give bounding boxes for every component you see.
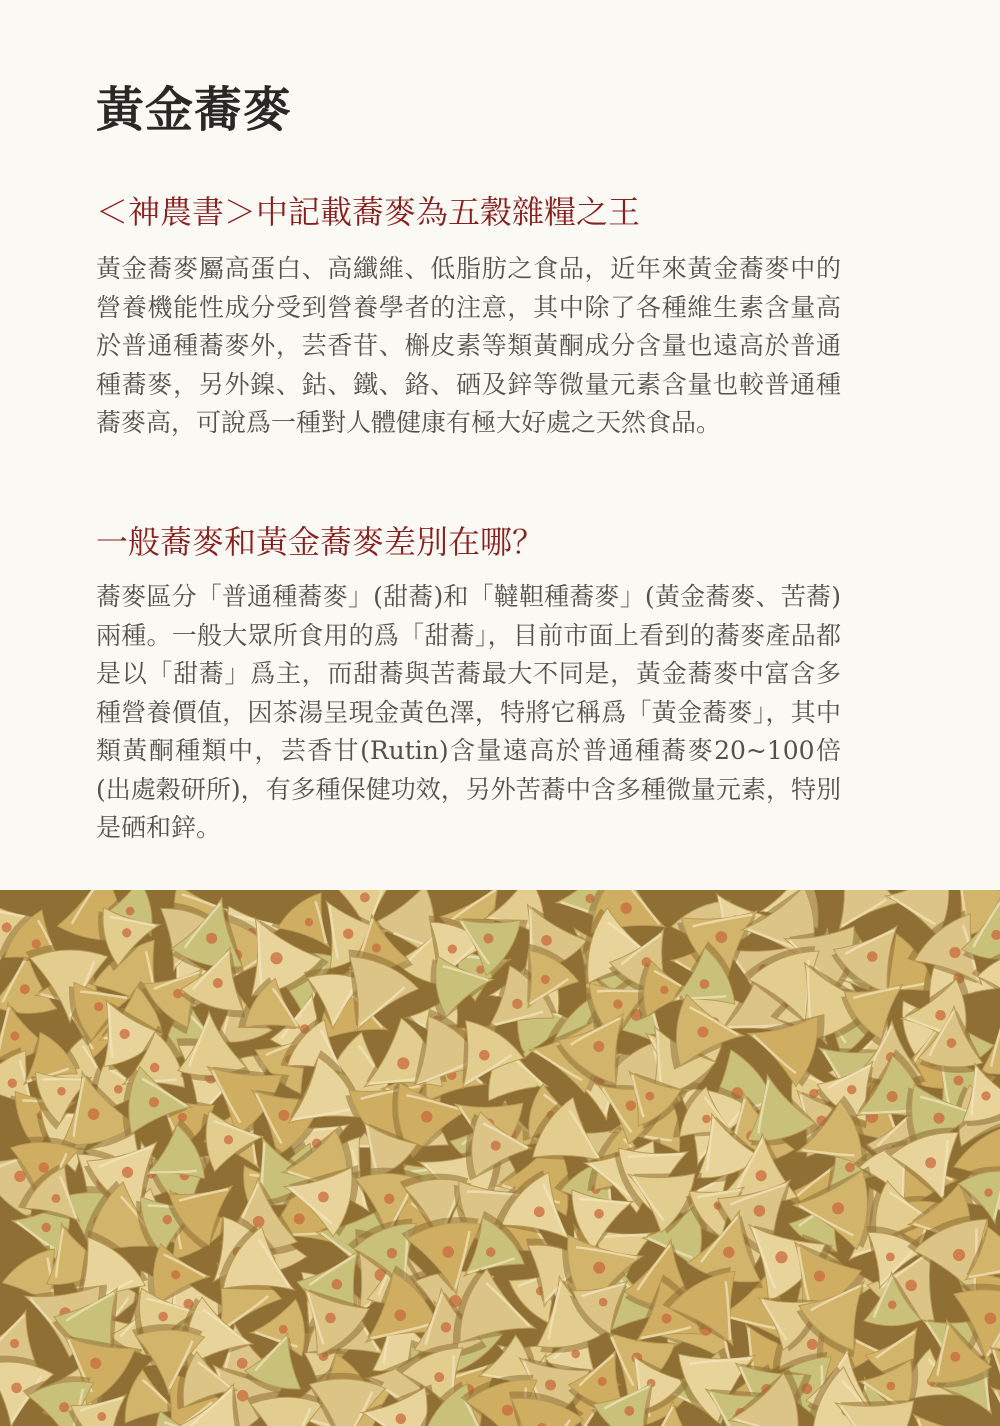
section-heading-origin: ＜神農書＞中記載蕎麥為五穀雜糧之王 (96, 193, 641, 231)
section-heading-difference: 一般蕎麥和黃金蕎麥差別在哪？ (96, 523, 545, 561)
buckwheat-photo (0, 890, 1000, 1426)
page-title: 黃金蕎麥 (96, 82, 293, 138)
section-body-difference: 蕎麥區分「普通種蕎麥」(甜蕎)和「韃靼種蕎麥」(黃金蕎麥、苦蕎)兩種。一般大眾所食用的爲「甜蕎」，目前市面上看到的蕎麥產品都是以「甜蕎」爲主，而甜蕎與苦蕎最大不同是，黃金蕎麥中富含多種營養價值，因茶湯呈現金黃色澤，特將它稱爲「黃金蕎麥」，其中類黃酮種類中，芸香甘(Rutin)含量遠高於普通種蕎麥20~100倍(出處穀研所)，有多種保健功效，另外苦蕎中含多種微量元素，特別是硒和鋅。 (96, 582, 841, 842)
section-body-origin: 黃金蕎麥屬高蛋白、高纖維、低脂肪之食品，近年來黃金蕎麥中的營養機能性成分受到營養學者的注意，其中除了各種維生素含量高於普通種蕎麥外，芸香苷、槲皮素等類黃酮成分含量也遠高於普通種蕎麥，另外鎳、鈷、鐵、鉻、硒及鋅等微量元素含量也較普通種蕎麥高，可說爲一種對人體健康有極大好處之天然食品。 (96, 254, 841, 437)
buckwheat-grains-image (0, 890, 1000, 1426)
